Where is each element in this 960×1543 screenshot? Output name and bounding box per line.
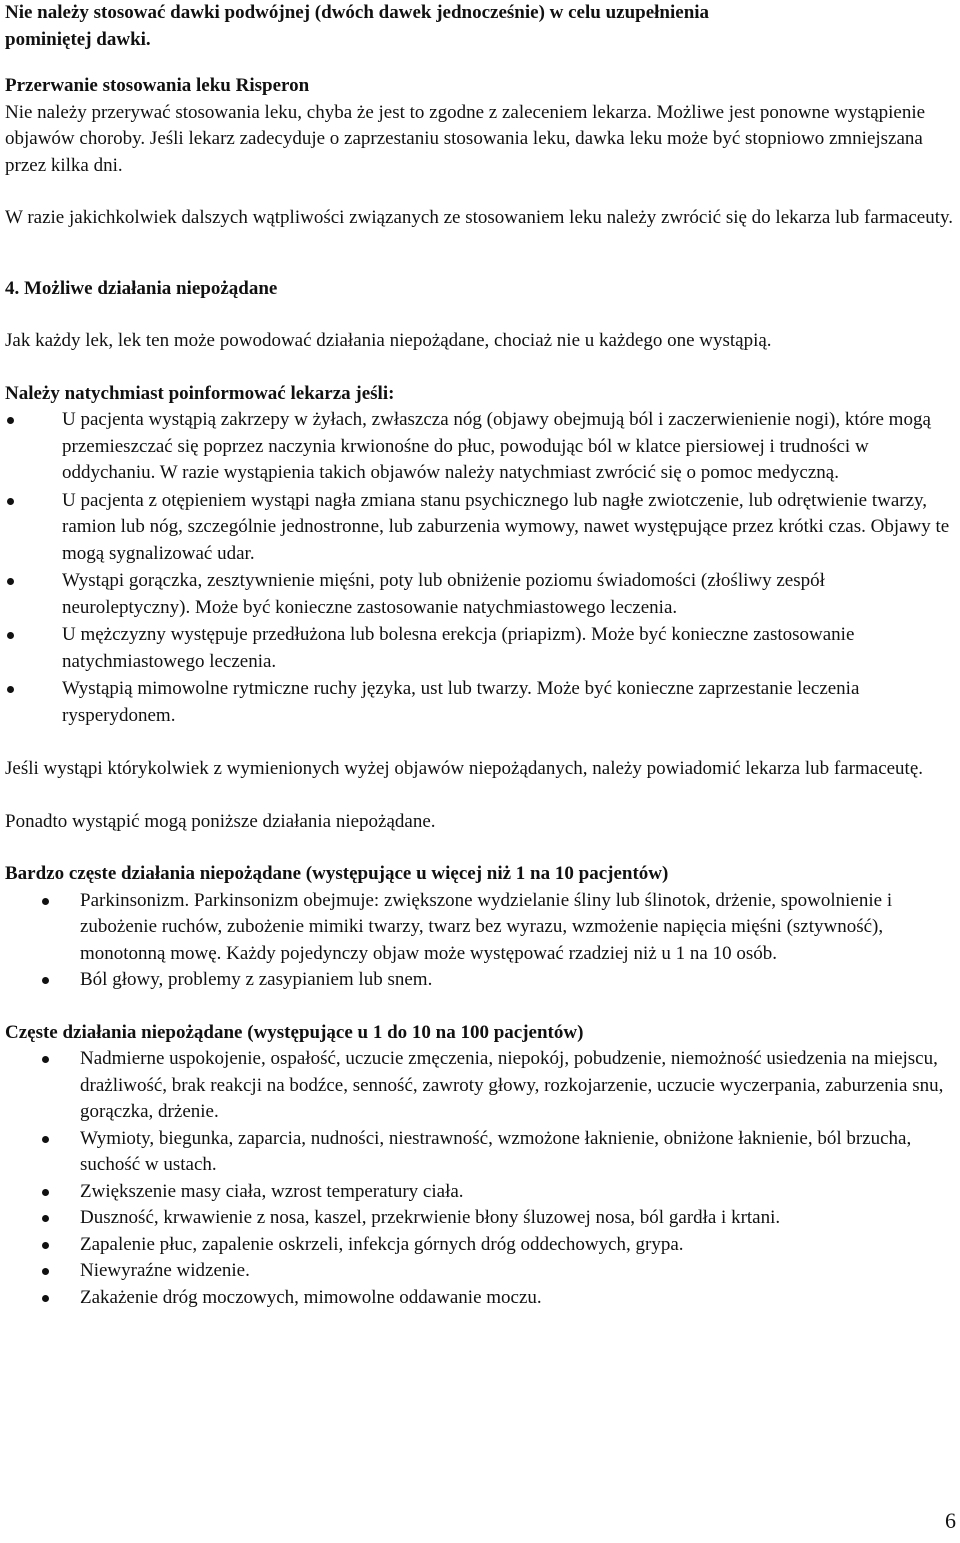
missed-dose-line-1: Nie należy stosować dawki podwójnej (dwóch dawek jednocześnie) w celu uzupełnienia (5, 2, 710, 23)
stop-treatment-heading: Przerwanie stosowania leku Risperon (5, 75, 310, 96)
section-4-intro: Jak każdy lek, lek ten może powodować działania niepożądane, chociaż nie u każdego one wystąpią. (5, 330, 772, 351)
list-item: Niewyraźne widzenie. (5, 1258, 955, 1285)
list-item: Duszność, krwawienie z nosa, kaszel, przekrwienie błony śluzowej nosa, ból gardła i krtani. (5, 1205, 955, 1232)
page-number: 6 (945, 1508, 956, 1533)
common-heading: Częste działania niepożądane (występujące u 1 do 10 na 100 pacjentów) (5, 1021, 584, 1043)
section-4-heading: 4. Możliwe działania niepożądane (5, 277, 278, 299)
list-item: U mężczyzny występuje przedłużona lub bolesna erekcja (priapizm). Może być konieczne zastosowanie natychmiastowego leczenia. (5, 622, 955, 675)
doubts-paragraph: W razie jakichkolwiek dalszych wątpliwości związanych ze stosowaniem leku należy zwrócić się do lekarza lub farmaceuty. (5, 207, 954, 228)
list-item: Zwiększenie masy ciała, wzrost temperatury ciała. (5, 1179, 955, 1206)
very-common-heading: Bardzo częste działania niepożądane (występujące u więcej niż 1 na 10 pacjentów) (5, 863, 669, 884)
list-item: Zakażenie dróg moczowych, mimowolne oddawanie moczu. (5, 1285, 955, 1312)
list-item: Parkinsonizm. Parkinsonizm obejmuje: zwiększone wydzielanie śliny lub ślinotok, drżenie, spowolnienie i zubożenie ruchów, zubożenie mimiki twarzy, twarz bez wyrazu, wzmożenie napięcia mięśni (sztywność), monotonną mowę. Każdy pojedynczy objaw może występować rzadziej niż u 1 na 10 osób. (5, 888, 955, 968)
report-paragraph: Jeśli wystąpi którykolwiek z wymienionych wyżej objawów niepożądanych, należy powiadomić lekarza lub farmaceutę. (5, 758, 924, 779)
list-item: Zapalenie płuc, zapalenie oskrzeli, infekcja górnych dróg oddechowych, grypa. (5, 1232, 955, 1259)
list-item: U pacjenta z otępieniem wystąpi nagła zmiana stanu psychicznego lub nagłe zwiotczenie, lub odrętwienie twarzy, ramion lub nóg, szczególnie jednostronne, lub zaburzenia wymowy, nawet występujące przez krótki czas. Objawy te mogą sygnalizować udar. (5, 488, 955, 568)
list-item: U pacjenta wystąpią zakrzepy w żyłach, zwłaszcza nóg (objawy obejmują ból i zaczerwienienie nogi), które mogą przemieszczać się poprzez naczynia krwionośne do płuc, powodując ból w klatce piersiowej i trudności w oddychaniu. W razie wystąpienia takich objawów należy natychmiast zwrócić się o pomoc medyczną. (5, 407, 955, 487)
urgent-list (5, 407, 955, 729)
missed-dose-line-2: pominiętej dawki. (5, 28, 151, 50)
urgent-heading: Należy natychmiast poinformować lekarza jeśli: (5, 382, 395, 404)
further-paragraph: Ponadto wystąpić mogą poniższe działania niepożądane. (5, 810, 436, 832)
document-page (5, 0, 955, 1311)
list-item: Ból głowy, problemy z zasypianiem lub snem. (5, 967, 955, 994)
common-list (5, 1046, 955, 1311)
list-item: Wystąpi gorączka, zesztywnienie mięśni, poty lub obniżenie poziomu świadomości (złośliwy zespół neuroleptyczny). Może być konieczne zastosowanie natychmiastowego leczenia. (5, 568, 955, 621)
list-item: Nadmierne uspokojenie, ospałość, uczucie zmęczenia, niepokój, pobudzenie, niemożność usiedzenia na miejscu, drażliwość, brak reakcji na bodźce, senność, zawroty głowy, rozkojarzenie, uczucie wyczerpania, zaburzenia snu, gorączka, drżenie. (5, 1046, 955, 1126)
very-common-list (5, 888, 955, 994)
stop-treatment-paragraph: Nie należy przerywać stosowania leku, chyba że jest to zgodne z zaleceniem lekarza. Możliwe jest ponowne wystąpienie objawów choroby. Jeśli lekarz zadecyduje o zaprzestaniu stosowania leku, dawka leku może być stopniowo zmniejszana przez kilka dni. (5, 101, 926, 176)
list-item: Wymioty, biegunka, zaparcia, nudności, niestrawność, wzmożone łaknienie, obniżone łaknienie, ból brzucha, suchość w ustach. (5, 1126, 955, 1179)
list-item: Wystąpią mimowolne rytmiczne ruchy języka, ust lub twarzy. Może być konieczne zaprzestanie leczenia rysperydonem. (5, 676, 955, 729)
